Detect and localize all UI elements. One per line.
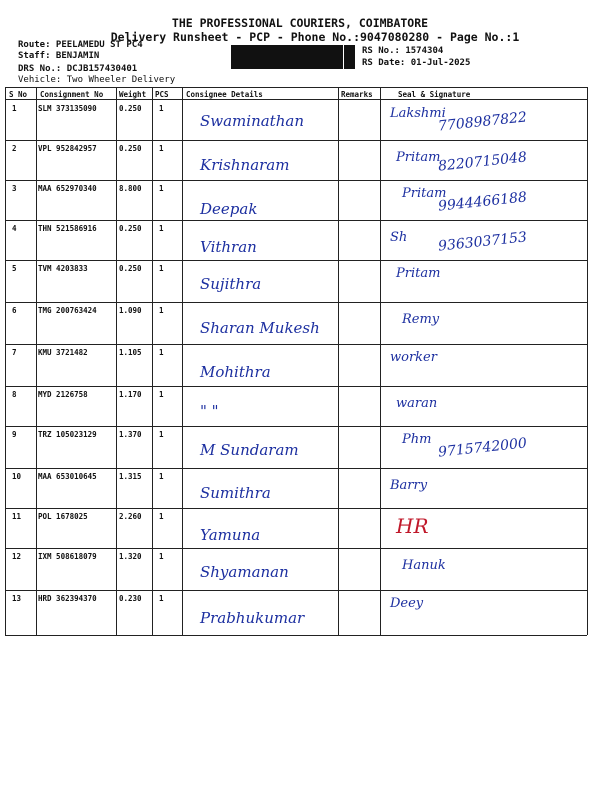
cell-consignment-no: TRZ 105023129 xyxy=(38,430,97,439)
col-header-sno: S No xyxy=(9,90,28,99)
cell-weight: 1.170 xyxy=(119,390,142,399)
col-divider xyxy=(152,87,153,635)
cell-sno: 5 xyxy=(12,264,17,273)
col-divider xyxy=(182,87,183,635)
cell-pcs: 1 xyxy=(159,144,164,153)
handwritten-signature: Pritam xyxy=(402,186,447,201)
col-divider xyxy=(36,87,37,635)
cell-pcs: 1 xyxy=(159,594,164,603)
cell-sno: 10 xyxy=(12,472,22,481)
cell-weight: 0.250 xyxy=(119,144,142,153)
table-top-border xyxy=(5,87,587,88)
handwritten-consignee-name: Yamuna xyxy=(200,526,261,544)
row-divider xyxy=(5,180,587,181)
col-header-consignee: Consignee Details xyxy=(186,90,263,99)
cell-pcs: 1 xyxy=(159,552,164,561)
cell-sno: 9 xyxy=(12,430,17,439)
row-divider xyxy=(5,426,587,427)
handwritten-phone-number: 7708987822 xyxy=(437,109,528,135)
col-header-remarks: Remarks xyxy=(341,90,373,99)
handwritten-consignee-name: Deepak xyxy=(200,200,258,218)
handwritten-signature: HR xyxy=(396,514,429,538)
handwritten-consignee-name: Swaminathan xyxy=(200,112,304,130)
table-header-border xyxy=(5,99,587,100)
handwritten-consignee-name: " " xyxy=(200,402,219,420)
row-divider xyxy=(5,220,587,221)
row-divider xyxy=(5,140,587,141)
cell-consignment-no: KMU 3721482 xyxy=(38,348,88,357)
row-divider xyxy=(5,260,587,261)
handwritten-signature: worker xyxy=(390,350,437,365)
col-divider xyxy=(116,87,117,635)
cell-pcs: 1 xyxy=(159,104,164,113)
col-divider xyxy=(380,87,381,635)
handwritten-signature: Sh xyxy=(390,230,408,245)
cell-sno: 11 xyxy=(12,512,22,521)
cell-sno: 6 xyxy=(12,306,17,315)
cell-weight: 0.230 xyxy=(119,594,142,603)
cell-consignment-no: SLM 373135090 xyxy=(38,104,97,113)
cell-pcs: 1 xyxy=(159,348,164,357)
handwritten-consignee-name: Vithran xyxy=(200,238,257,256)
handwritten-consignee-name: Prabhukumar xyxy=(200,608,305,627)
runsheet-subtitle: Delivery Runsheet - PCP - Phone No.:9047080280 - Page No.:1 xyxy=(110,30,520,44)
cell-consignment-no: TMG 200763424 xyxy=(38,306,97,315)
handwritten-consignee-name: Sujithra xyxy=(200,275,262,293)
handwritten-signature: Barry xyxy=(390,478,428,493)
table-left-border xyxy=(5,87,6,635)
staff-label: Staff: BENJAMIN xyxy=(18,51,100,61)
cell-consignment-no: TVM 4203833 xyxy=(38,264,88,273)
handwritten-phone-number: 9944466188 xyxy=(437,189,528,215)
handwritten-signature: Lakshmi xyxy=(390,106,446,121)
cell-consignment-no: HRD 362394370 xyxy=(38,594,97,603)
row-divider xyxy=(5,548,587,549)
handwritten-signature: Pritam xyxy=(396,266,441,281)
cell-pcs: 1 xyxy=(159,264,164,273)
cell-consignment-no: THN 521586916 xyxy=(38,224,97,233)
cell-consignment-no: MAA 652970340 xyxy=(38,184,97,193)
handwritten-signature: Phm xyxy=(402,432,432,447)
cell-sno: 4 xyxy=(12,224,17,233)
cell-weight: 1.320 xyxy=(119,552,142,561)
handwritten-signature: waran xyxy=(396,396,438,411)
cell-consignment-no: MYD 2126758 xyxy=(38,390,88,399)
cell-sno: 12 xyxy=(12,552,22,561)
handwritten-phone-number: 9715742000 xyxy=(437,435,528,461)
cell-weight: 0.250 xyxy=(119,104,142,113)
cell-weight: 1.315 xyxy=(119,472,142,481)
cell-consignment-no: VPL 952842957 xyxy=(38,144,97,153)
cell-pcs: 1 xyxy=(159,512,164,521)
handwritten-signature: Pritam xyxy=(396,150,441,165)
cell-pcs: 1 xyxy=(159,306,164,315)
vehicle-label: Vehicle: Two Wheeler Delivery xyxy=(18,75,176,85)
cell-weight: 1.090 xyxy=(119,306,142,315)
row-divider xyxy=(5,508,587,509)
rs-number: RS No.: 1574304 xyxy=(362,46,444,56)
handwritten-consignee-name: Mohithra xyxy=(200,363,271,381)
cell-weight: 1.370 xyxy=(119,430,142,439)
cell-pcs: 1 xyxy=(159,224,164,233)
row-divider xyxy=(5,302,587,303)
rs-date: RS Date: 01-Jul-2025 xyxy=(362,58,471,68)
cell-sno: 8 xyxy=(12,390,17,399)
handwritten-signature: Deey xyxy=(390,596,424,611)
handwritten-consignee-name: M Sundaram xyxy=(200,441,299,459)
company-title: THE PROFESSIONAL COURIERS, COIMBATORE xyxy=(171,16,429,30)
cell-sno: 2 xyxy=(12,144,17,153)
col-header-consignment: Consignment No xyxy=(40,90,104,99)
handwritten-consignee-name: Sumithra xyxy=(200,484,271,502)
cell-pcs: 1 xyxy=(159,390,164,399)
cell-consignment-no: POL 1678025 xyxy=(38,512,88,521)
cell-sno: 3 xyxy=(12,184,17,193)
cell-consignment-no: IXM 508618079 xyxy=(38,552,97,561)
barcode-image xyxy=(231,45,356,69)
row-divider xyxy=(5,386,587,387)
col-header-pcs: PCS xyxy=(155,90,169,99)
cell-weight: 2.260 xyxy=(119,512,142,521)
table-right-border xyxy=(587,87,588,635)
cell-pcs: 1 xyxy=(159,184,164,193)
handwritten-phone-number: 8220715048 xyxy=(437,149,528,175)
cell-consignment-no: MAA 653010645 xyxy=(38,472,97,481)
row-divider xyxy=(5,590,587,591)
handwritten-signature: Hanuk xyxy=(402,558,446,573)
cell-pcs: 1 xyxy=(159,430,164,439)
cell-pcs: 1 xyxy=(159,472,164,481)
col-divider xyxy=(338,87,339,635)
col-header-weight: Weight xyxy=(119,90,147,99)
drs-number: DRS No.: DCJB157430401 xyxy=(18,64,138,74)
cell-sno: 13 xyxy=(12,594,22,603)
handwritten-consignee-name: Sharan Mukesh xyxy=(200,319,320,337)
row-divider xyxy=(5,344,587,345)
cell-weight: 8.800 xyxy=(119,184,142,193)
row-divider xyxy=(5,468,587,469)
handwritten-phone-number: 9363037153 xyxy=(437,229,528,255)
handwritten-consignee-name: Shyamanan xyxy=(200,563,289,581)
cell-weight: 1.105 xyxy=(119,348,142,357)
table-bottom-border xyxy=(5,635,587,636)
handwritten-signature: Remy xyxy=(402,312,440,327)
cell-sno: 7 xyxy=(12,348,17,357)
cell-weight: 0.250 xyxy=(119,264,142,273)
cell-weight: 0.250 xyxy=(119,224,142,233)
handwritten-consignee-name: Krishnaram xyxy=(200,156,290,174)
route-label: Route: PEELAMEDU ST PC4 xyxy=(18,40,143,50)
col-header-seal: Seal & Signature xyxy=(398,90,471,99)
cell-sno: 1 xyxy=(12,104,17,113)
